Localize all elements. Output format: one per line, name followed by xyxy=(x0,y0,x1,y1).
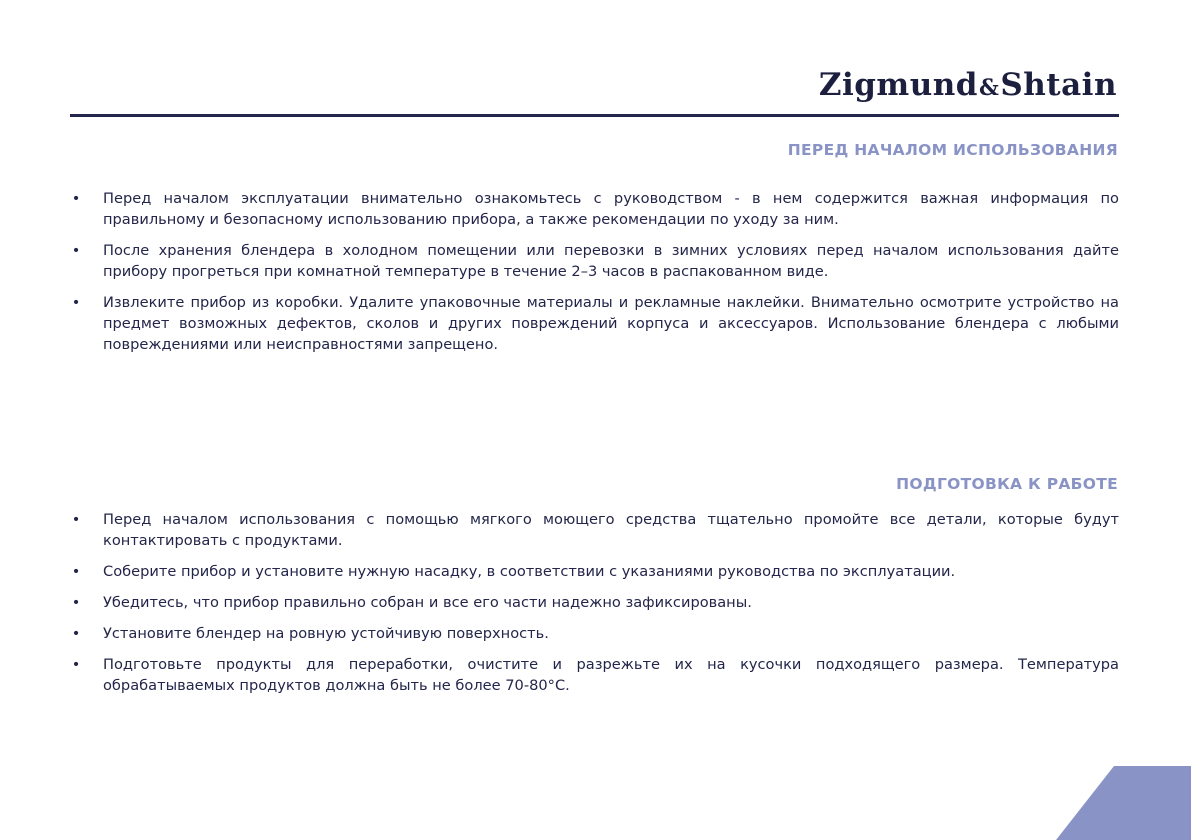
brand-logo xyxy=(818,67,1117,103)
list-item xyxy=(70,592,1119,613)
section-title-preparation: ПОДГОТОВКА К РАБОТЕ xyxy=(896,475,1118,493)
list-item-text: Извлеките прибор из коробки. Удалите упаковочные материалы и рекламные наклейки. Внимательно осмотрите устройство на предмет возможных дефектов, сколов и других повреждений корпуса и аксессуаров. Использование блендера с любыми повреждениями или неисправностями запрещено. xyxy=(103,294,1119,353)
bullet-icon: • xyxy=(71,511,81,528)
header-divider xyxy=(70,114,1119,117)
list-item-text: Установите блендер на ровную устойчивую поверхность. xyxy=(103,625,549,642)
bullet-icon: • xyxy=(71,242,81,259)
before-use-list xyxy=(70,188,1119,365)
list-item xyxy=(70,188,1119,230)
corner-shape xyxy=(1056,766,1191,840)
bullet-icon: • xyxy=(71,656,81,673)
bullet-icon: • xyxy=(71,190,81,207)
preparation-list xyxy=(70,509,1119,706)
section-title-before-use: ПЕРЕД НАЧАЛОМ ИСПОЛЬЗОВАНИЯ xyxy=(787,141,1118,159)
list-item xyxy=(70,654,1119,696)
list-item xyxy=(70,292,1119,355)
list-item-text: После хранения блендера в холодном помещении или перевозки в зимних условиях перед началом использования дайте прибору прогреться при комнатной температуре в течение 2–3 часов в распакованном виде. xyxy=(103,242,1119,280)
list-item xyxy=(70,509,1119,551)
brand-ampersand: & xyxy=(978,75,1000,101)
list-item-text: Подготовьте продукты для переработки, очистите и разрежьте их на кусочки подходящего размера. Температура обрабатываемых продуктов должна быть не более 70-80°C. xyxy=(103,656,1119,694)
list-item-text: Соберите прибор и установите нужную насадку, в соответствии с указаниями руководства по эксплуатации. xyxy=(103,563,956,580)
list-item xyxy=(70,561,1119,582)
bullet-icon: • xyxy=(71,563,81,580)
list-item-text: Перед началом использования с помощью мягкого моющего средства тщательно промойте все детали, которые будут контактировать с продуктами. xyxy=(103,511,1119,549)
list-item xyxy=(70,240,1119,282)
list-item-text: Убедитесь, что прибор правильно собран и все его части надежно зафиксированы. xyxy=(103,594,752,611)
list-item xyxy=(70,623,1119,644)
brand-name-part1: Zigmund xyxy=(818,67,978,103)
page-corner-decoration xyxy=(1056,766,1191,840)
brand-name-part2: Shtain xyxy=(1000,67,1117,103)
bullet-icon: • xyxy=(71,594,81,611)
bullet-icon: • xyxy=(71,294,81,311)
list-item-text: Перед началом эксплуатации внимательно ознакомьтесь с руководством - в нем содержится важная информация по правильному и безопасному использованию прибора, а также рекомендации по уходу за ним. xyxy=(103,190,1119,228)
bullet-icon: • xyxy=(71,625,81,642)
